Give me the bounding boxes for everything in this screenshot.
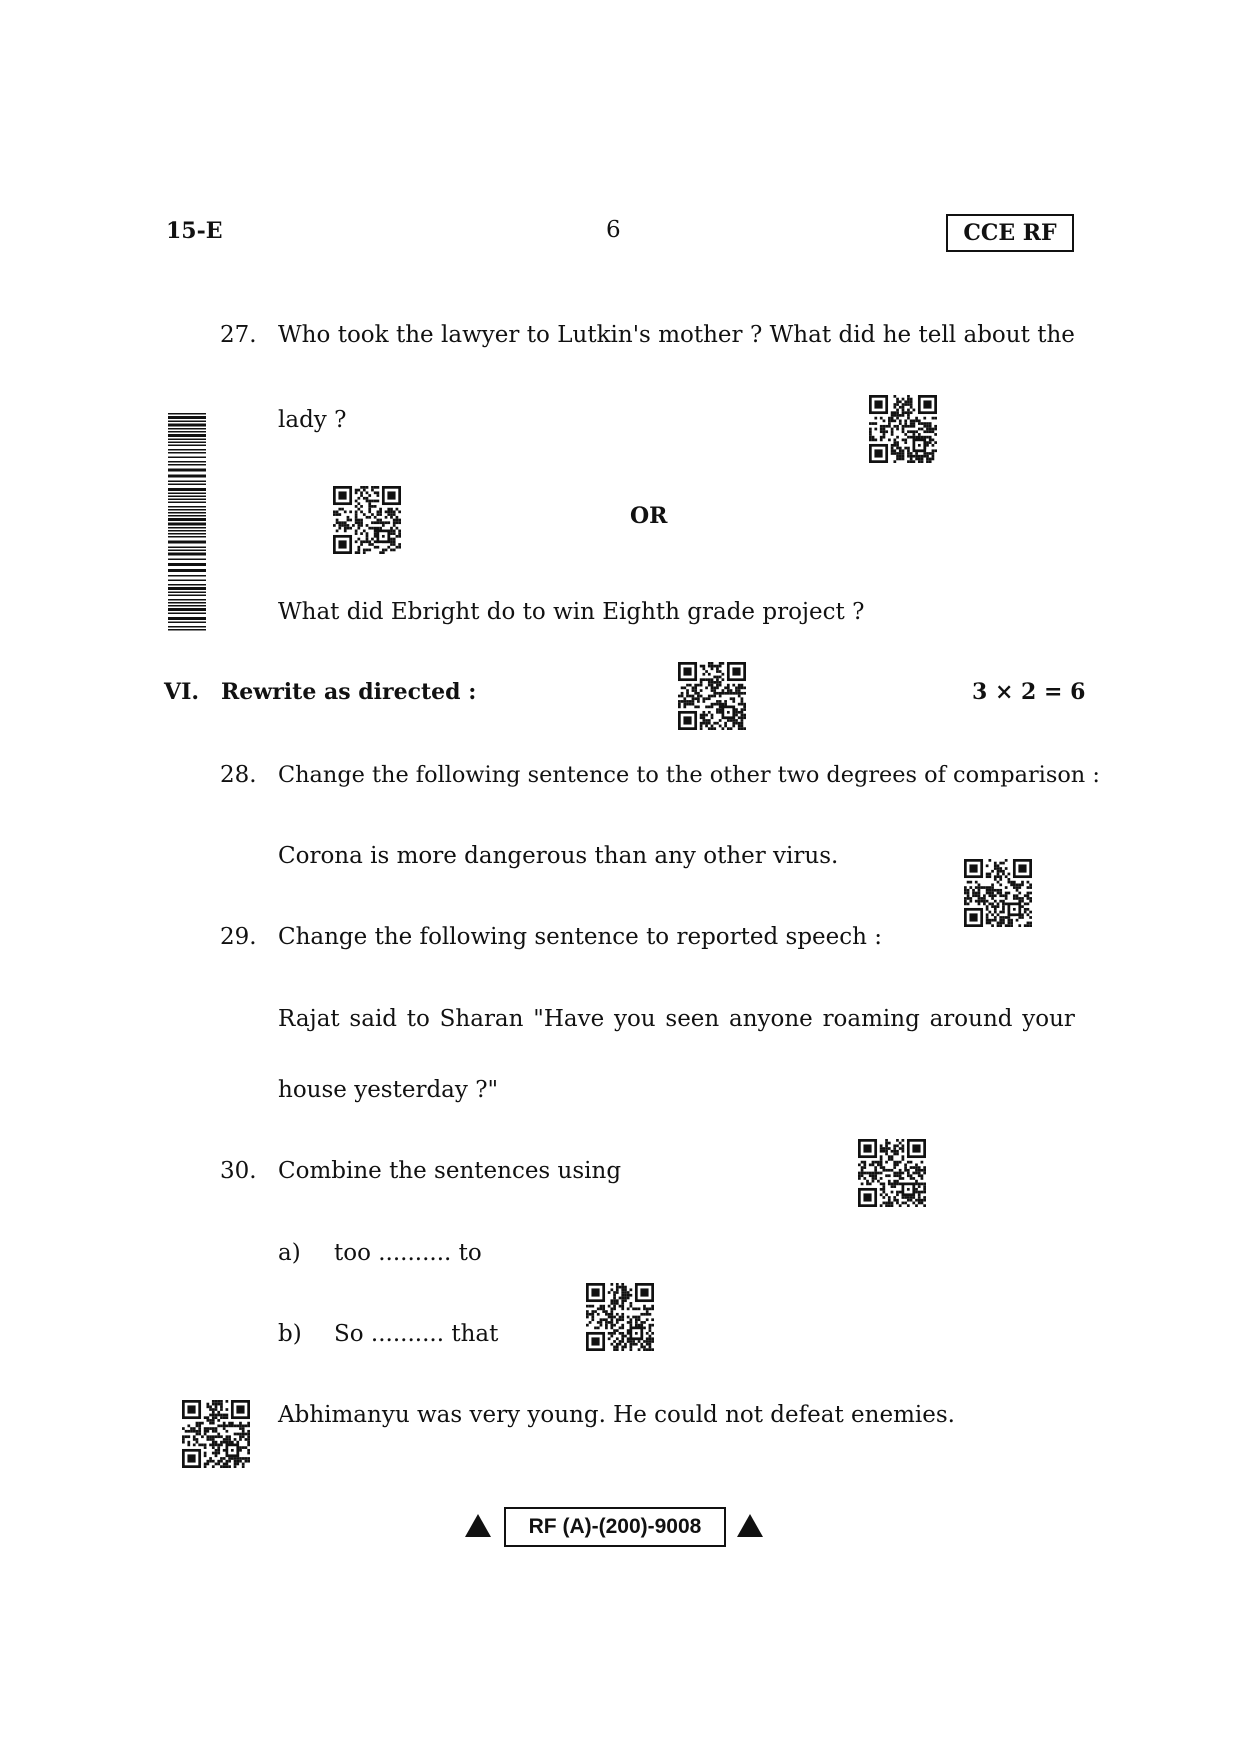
section-roman-numeral: VI. [164,679,200,705]
q29-number: 29. [220,924,257,950]
q29-sentence-line2: house yesterday ?" [278,1077,499,1103]
word: the [1037,322,1075,348]
q30-option-a-label: a) [278,1240,301,1266]
q28-number: 28. [220,762,257,788]
word: Who [278,322,331,348]
word: "Have [533,1006,605,1032]
word: he [882,322,912,348]
qr-code-image [964,859,1032,927]
q27-question-line2: lady ? [278,407,347,433]
q29-instruction: Change the following sentence to reported speech : [278,924,883,950]
page-number: 6 [606,217,621,243]
qr-code-image [586,1283,654,1351]
series-label: CCE RF [963,220,1057,246]
footer-code: RF (A)-(200)-9008 [528,1515,702,1538]
word: around [929,1006,1013,1032]
triangle-up-icon [737,1514,763,1537]
q30-sentence: Abhimanyu was very young. He could not defeat enemies. [278,1402,955,1428]
section-marks: 3 × 2 = 6 [972,679,1086,705]
footer-code-box [504,1507,726,1547]
qr-code-image [182,1400,250,1468]
qr-code-image [858,1139,926,1207]
q27-number: 27. [220,322,257,348]
q30-option-b-text: So .......... that [334,1321,499,1347]
word: Rajat [278,1006,340,1032]
or-label: OR [630,503,668,529]
word: seen [665,1006,720,1032]
q30-instruction: Combine the sentences using [278,1158,622,1184]
word: about [963,322,1030,348]
word: ? [749,322,763,348]
triangle-up-icon [465,1514,491,1537]
word: roaming [822,1006,920,1032]
q28-sentence: Corona is more dangerous than any other virus. [278,843,839,869]
word: lawyer [441,322,520,348]
q27-question-line1 [278,324,1075,347]
word: tell [918,322,957,348]
paper-code: 15-E [166,218,223,244]
word: mother [658,322,743,348]
q27-alternative-question: What did Ebright do to win Eighth grade project ? [278,599,865,625]
word: did [838,322,876,348]
qr-code-image [869,395,937,463]
word: said [349,1006,398,1032]
word: your [1022,1006,1075,1032]
word: Sharan [439,1006,524,1032]
word: the [395,322,434,348]
word: anyone [729,1006,813,1032]
section-title: Rewrite as directed : [221,679,477,705]
q30-number: 30. [220,1158,257,1184]
barcode-image [168,413,206,631]
word: What [769,322,832,348]
word: to [526,322,550,348]
qr-code-image [333,486,401,554]
word: took [337,322,389,348]
word: you [613,1006,656,1032]
word: to [406,1006,430,1032]
series-label-box [946,214,1074,252]
q30-option-a-text: too .......... to [334,1240,482,1266]
q29-sentence-line1 [278,1008,1075,1031]
q30-option-b-label: b) [278,1321,302,1347]
qr-code-image [678,662,746,730]
word: Lutkin's [557,322,651,348]
q28-instruction: Change the following sentence to the other two degrees of comparison : [278,762,1100,788]
